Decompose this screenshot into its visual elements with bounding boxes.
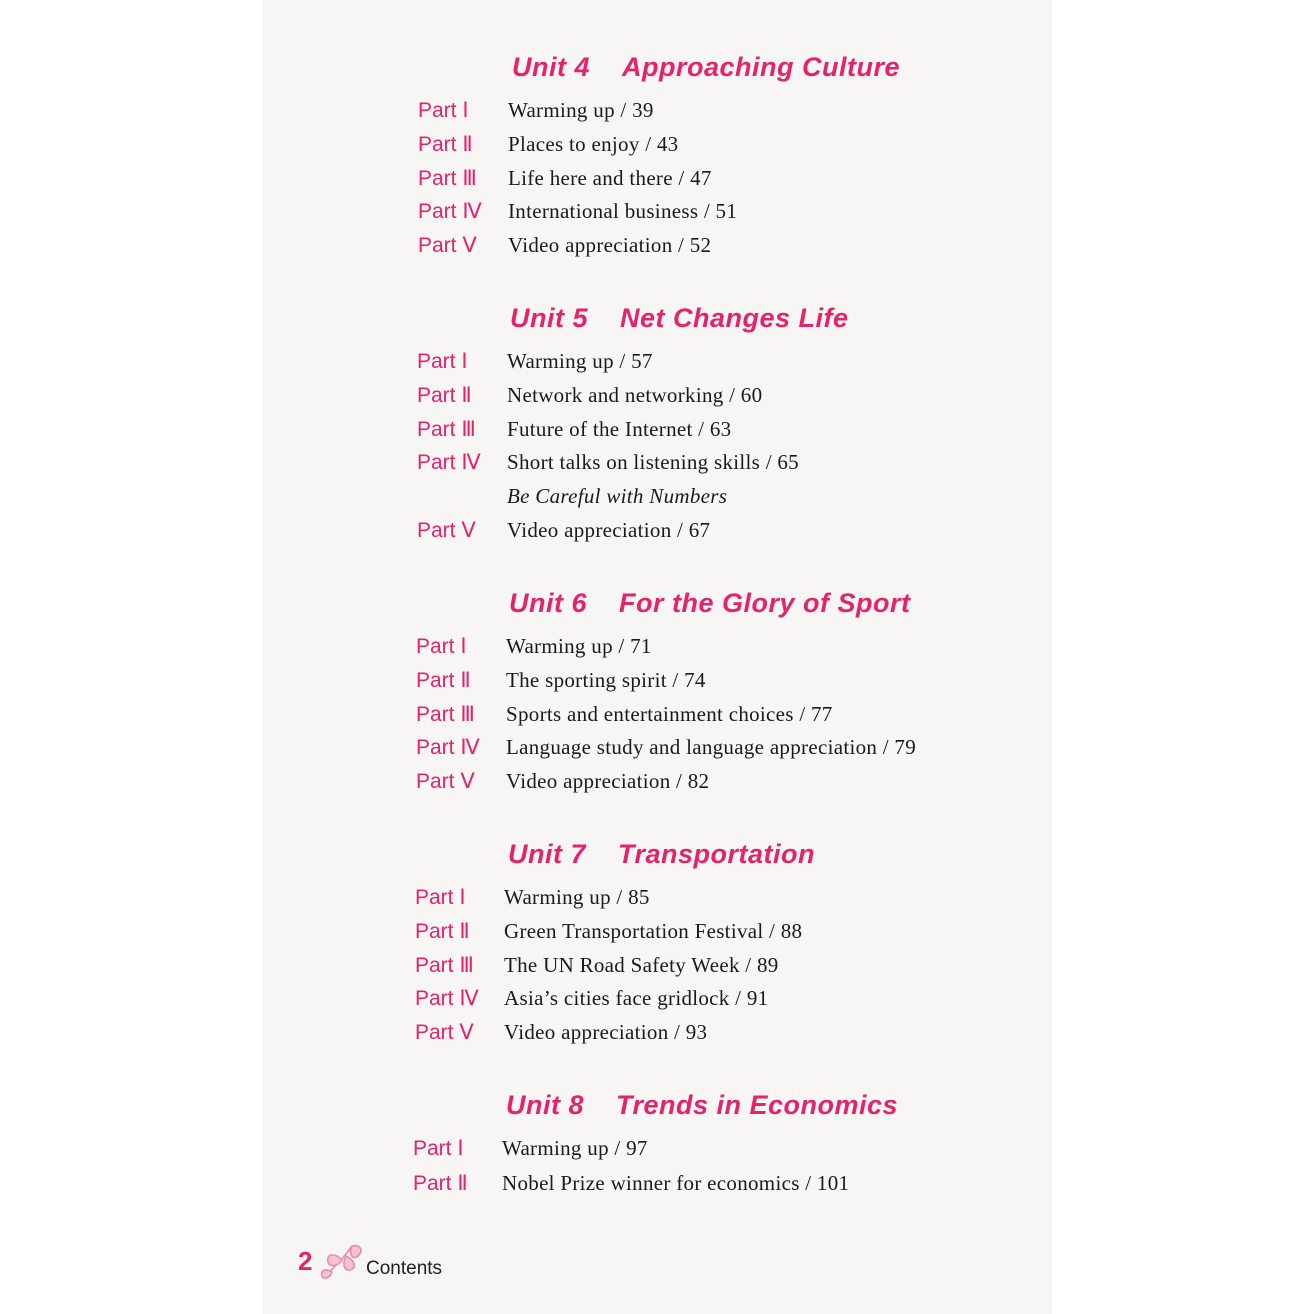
entry-title: Warming up / 57 xyxy=(507,349,653,373)
unit-title: Trends in Economics xyxy=(616,1090,899,1120)
entry-title: Life here and there / 47 xyxy=(508,165,712,190)
entry-title: Language study and language appreciation / 79 xyxy=(506,735,917,760)
part-label: Part Ⅳ xyxy=(418,200,482,224)
entry-title: Warming up / 85 xyxy=(504,885,650,909)
part-label: Part Ⅴ xyxy=(416,770,475,794)
unit-number: Unit 8 xyxy=(506,1090,585,1120)
page-footer xyxy=(298,1238,498,1288)
part-label: Part Ⅰ xyxy=(417,350,468,373)
entry-title: International business / 51 xyxy=(508,199,738,224)
leaf-icon xyxy=(312,1238,368,1284)
unit-title: Transportation xyxy=(618,839,816,869)
unit-title: Approaching Culture xyxy=(622,52,900,82)
entry-title: Short talks on listening skills / 65 xyxy=(507,450,799,475)
part-label: Part Ⅱ xyxy=(413,1171,468,1195)
unit-heading xyxy=(510,303,849,334)
entry-title: Video appreciation / 52 xyxy=(508,233,712,258)
unit-number: Unit 7 xyxy=(508,839,587,869)
part-label: Part Ⅱ xyxy=(415,919,470,943)
part-label: Part Ⅳ xyxy=(417,451,481,475)
entry-title: Network and networking / 60 xyxy=(507,382,763,407)
entry-title: The sporting spirit / 74 xyxy=(506,667,706,692)
unit-heading xyxy=(508,839,815,870)
part-label: Part Ⅱ xyxy=(417,383,472,407)
part-label: Part Ⅴ xyxy=(418,234,477,258)
entry-title: Warming up / 71 xyxy=(506,634,652,658)
entry-title: Video appreciation / 67 xyxy=(507,518,711,542)
page-number: 2 xyxy=(298,1246,313,1276)
part-label: Part Ⅳ xyxy=(416,736,480,760)
entry-title: Video appreciation / 93 xyxy=(504,1020,708,1045)
part-label: Part Ⅰ xyxy=(416,635,467,658)
entry-title: Asia’s cities face gridlock / 91 xyxy=(504,986,769,1011)
part-label: Part Ⅳ xyxy=(415,987,479,1011)
footer-label: Contents xyxy=(366,1258,443,1279)
part-label: Part Ⅱ xyxy=(416,668,471,692)
entry-title: Green Transportation Festival / 88 xyxy=(504,918,803,943)
unit-heading xyxy=(509,588,911,619)
part-label: Part Ⅲ xyxy=(417,417,476,441)
part-label: Part Ⅴ xyxy=(417,519,476,542)
unit-number: Unit 5 xyxy=(510,303,589,333)
unit-number: Unit 4 xyxy=(512,52,591,82)
part-label: Part Ⅲ xyxy=(418,166,477,190)
entry-title: Nobel Prize winner for economics / 101 xyxy=(502,1170,850,1195)
part-label: Part Ⅱ xyxy=(418,132,473,156)
entry-title: Sports and entertainment choices / 77 xyxy=(506,701,833,726)
part-label: Part Ⅲ xyxy=(416,702,475,726)
part-label: Part Ⅰ xyxy=(413,1137,464,1160)
entry-subtitle: Be Careful with Numbers xyxy=(507,484,728,509)
part-label: Part Ⅲ xyxy=(415,953,474,977)
part-label: Part Ⅴ xyxy=(415,1021,474,1045)
unit-heading xyxy=(506,1090,898,1121)
entry-title: Future of the Internet / 63 xyxy=(507,416,732,441)
entry-title: Places to enjoy / 43 xyxy=(508,131,679,156)
unit-number: Unit 6 xyxy=(509,588,588,618)
unit-heading xyxy=(512,52,900,83)
entry-title: The UN Road Safety Week / 89 xyxy=(504,952,779,977)
entry-title: Warming up / 39 xyxy=(508,98,654,122)
entry-title: Video appreciation / 82 xyxy=(506,769,710,794)
entry-title: Warming up / 97 xyxy=(502,1136,648,1160)
part-label: Part Ⅰ xyxy=(418,99,469,122)
part-label: Part Ⅰ xyxy=(415,886,466,909)
unit-title: For the Glory of Sport xyxy=(619,588,911,618)
unit-title: Net Changes Life xyxy=(620,303,849,333)
